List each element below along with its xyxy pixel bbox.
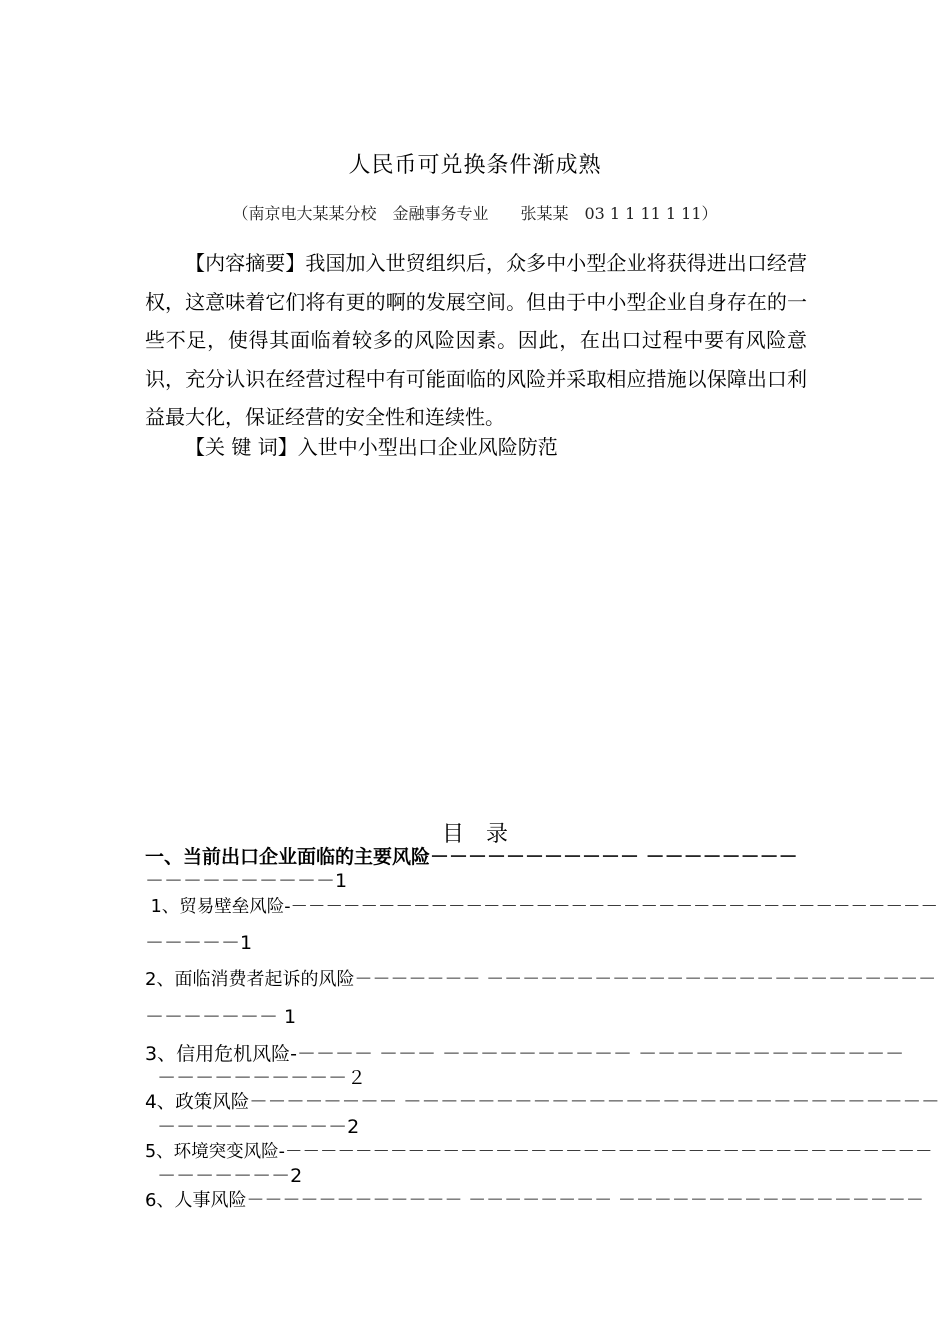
document-title: 人民币可兑换条件渐成熟 (348, 153, 602, 178)
keywords-line: 【关 键 词】入世中小型出口企业风险防范 (185, 435, 558, 459)
toc-entry-6: 6、人事风险－－－－－－－－－－－－ －－－－－－－－ －－－－－－－－－－－－－－－－－ (145, 1190, 924, 1211)
toc-entry-4: 4、政策风险－－－－－－－－ －－－－－－－－－－－－－－－－－－－－－－－－－－－－－ (145, 1092, 940, 1113)
toc-entry-5: 5、环境突变风险-－－－－－－－－－－－－－－－－－－－－－－－－－－－－－－－－－－－－－ (145, 1142, 933, 1162)
abstract-text: 【内容摘要】我国加入世贸组织后，众多中小型企业将获得进出口经营权，这意味着它们将有更的啊的发展空间。但由于中小型企业自身存在的一些不足，使得其面临着较多的风险因素。因此，在出口过程中要有风险意识，充分认识在经营过程中有可能面临的风险并采取相应措施以保障出口利益最大化，保证经营的安全性和连续性。 (145, 251, 807, 429)
toc-entry-2: 2、面临消费者起诉的风险－－－－－－－ －－－－－－－－－－－－－－－－－－－－－－－－－ (145, 969, 937, 990)
toc-entry-1-1: 1、贸易壁垒风险-－－－－－－－－－－－－－－－－－－－－－－－－－－－－－－－－－－－－－ (145, 897, 939, 917)
abstract-block (145, 244, 807, 437)
author-byline: （南京电大某某分校 金融事务专业 张某某 03 1 1 11 1 11） (232, 204, 718, 223)
toc-entry-3: 3、信用危机风险-－－－－ －－－ －－－－－－－－－－ －－－－－－－－－－－－－－ (145, 1043, 905, 1065)
toc-entry-1-1-page: －－－－－1 (145, 932, 253, 954)
toc-title: 目 录 (441, 822, 508, 847)
toc-entry-3-page: －－－－－－－－－－２ (145, 1067, 367, 1089)
toc-entry-4-page: －－－－－－－－－－2 (145, 1116, 360, 1138)
toc-entry-2-page: －－－－－－－ 1 (145, 1006, 297, 1028)
toc-entry-1-page: －－－－－－－－－－1 (145, 870, 348, 892)
toc-entry-1: 一、当前出口企业面临的主要风险－－－－－－－－－－－ －－－－－－－－ (145, 846, 798, 868)
toc-entry-5-page: －－－－－－－2 (145, 1165, 303, 1187)
